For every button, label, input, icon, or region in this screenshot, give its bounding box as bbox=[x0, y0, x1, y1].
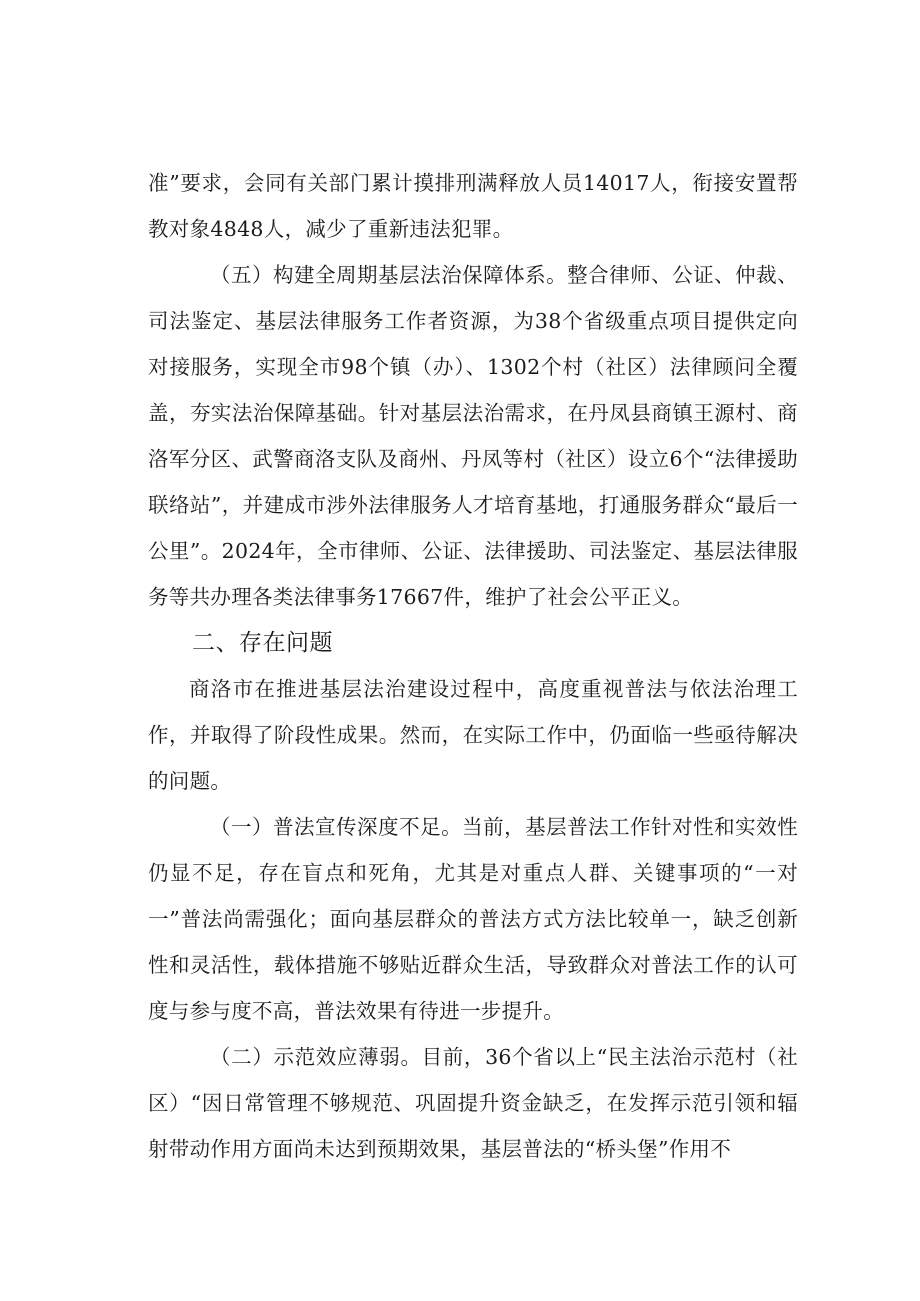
paragraph-problem-two: （二）示范效应薄弱。目前，36个省以上“民主法治示范村（社区）“因日常管理不够规范、巩固提升资金缺乏，在发挥示范引领和辐射带动作用方面尚未达到预期效果，基层普法的“桥头堡”作用不 bbox=[148, 1045, 798, 1161]
paragraph-section-five: （五）构建全周期基层法治保障体系。整合律师、公证、仲裁、司法鉴定、基层法律服务工作者资源，为38个省级重点项目提供定向对接服务，实现全市98个镇（办）、1302个村（社区）法律顾问全覆盖，夯实法治保障基础。针对基层法治需求，在丹凤县商镇王源村、商洛军分区、武警商洛支队及商州、丹凤等村（社区）设立6个“法律援助联络站”，并建成市涉外法律服务人才培育基地，打通服务群众“最后一公里”。2024年，全市律师、公证、法律援助、司法鉴定、基层法律服务等共办理各类法律事务17667件，维护了社会公平正义。 bbox=[148, 263, 798, 609]
paragraph-continuation: 准”要求，会同有关部门累计摸排刑满释放人员14017人，衔接安置帮教对象4848人，减少了重新违法犯罪。 bbox=[148, 171, 798, 241]
section-heading-problems: 二、存在问题 bbox=[192, 630, 333, 656]
paragraph-problem-one: （一）普法宣传深度不足。当前，基层普法工作针对性和实效性仍显不足，存在盲点和死角，尤其是对重点人群、关键事项的“一对一”普法尚需强化；面向基层群众的普法方式方法比较单一，缺乏创新性和灵活性，载体措施不够贴近群众生活，导致群众对普法工作的认可度与参与度不高，普法效果有待进一步提升。 bbox=[148, 815, 798, 1023]
document-body bbox=[148, 160, 798, 1172]
paragraph-problems-intro: 商洛市在推进基层法治建设过程中，高度重视普法与依法治理工作，并取得了阶段性成果。然而，在实际工作中，仍面临一些亟待解决的问题。 bbox=[148, 677, 798, 793]
